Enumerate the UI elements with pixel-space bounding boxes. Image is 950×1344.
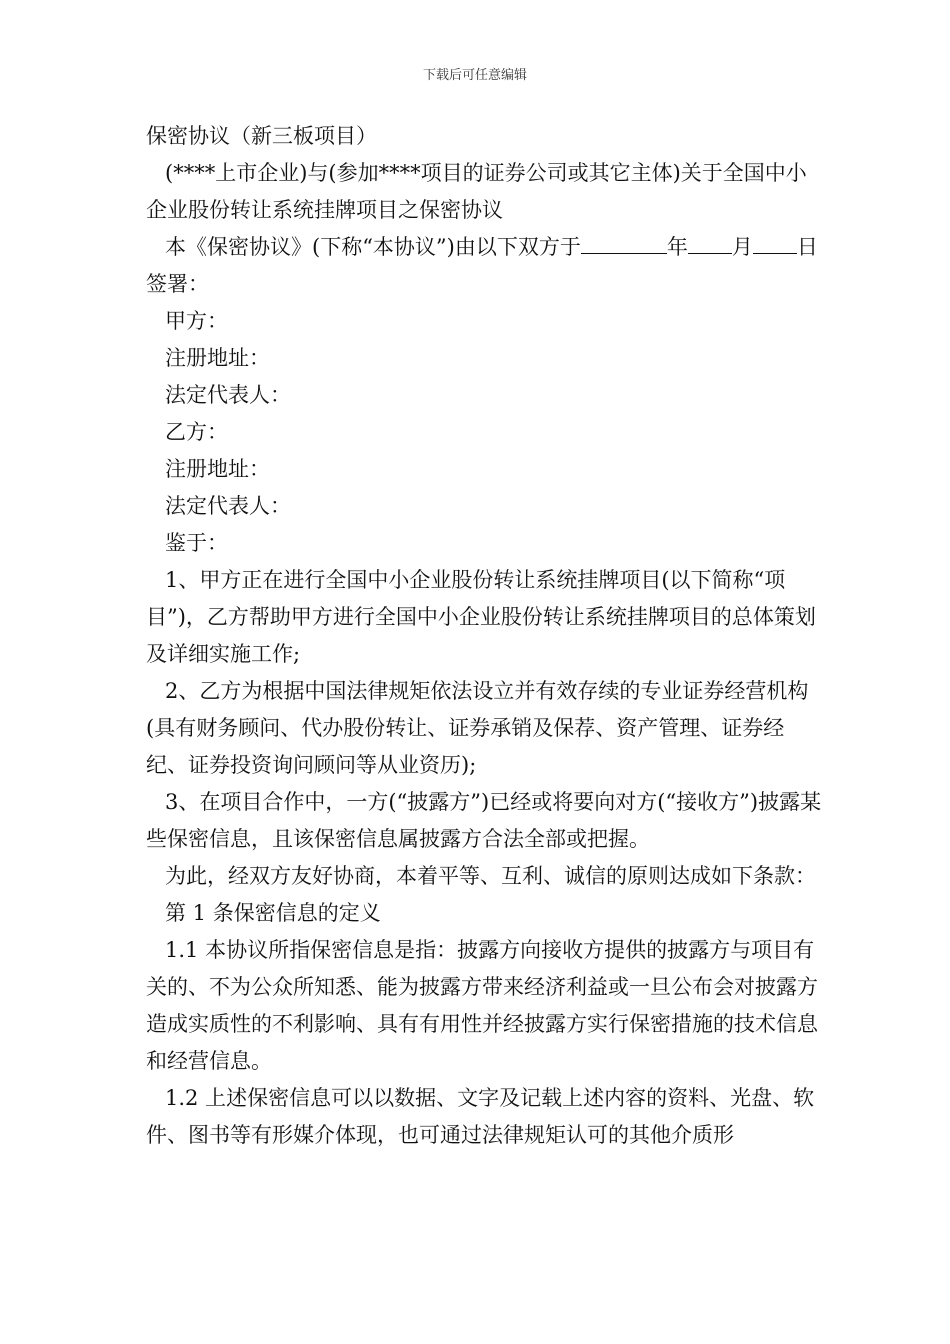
document-body	[146, 118, 826, 1154]
whereas-label: 鉴于：	[165, 531, 228, 555]
party-a-label: 甲方：	[165, 309, 228, 333]
clause-1-2: 1.2 上述保密信息可以以数据、文字及记载上述内容的资料、光盘、软件、图书等有形媒介体现，也可通过法律规矩认可的其他介质形	[146, 1086, 815, 1147]
party-b-address: 注册地址：	[165, 457, 270, 481]
month-blank	[688, 231, 732, 254]
whereas-item-2: 2、乙方为根据中国法律规矩依法设立并有效存续的专业证券经营机构(具有财务顾问、代办股份转让、证券承销及保荐、资产管理、证券经纪、证券投资询问顾问等从业资历);	[146, 679, 809, 777]
party-a-address: 注册地址：	[165, 346, 270, 370]
whereas-item-3: 3、在项目合作中，一方(“披露方”)已经或将要向对方(“接收方”)披露某些保密信息，且该保密信息属披露方合法全部或把握。	[146, 790, 822, 851]
clause-1-1: 1.1 本协议所指保密信息是指：披露方向接收方提供的披露方与项目有关的、不为公众所知悉、能为披露方带来经济利益或一旦公布会对披露方造成实质性的不利影响、具有有用性并经披露方实行保密措施的技术信息和经营信息。	[146, 938, 818, 1073]
article-1-title: 第 1 条保密信息的定义	[165, 901, 381, 925]
party-b-label: 乙方：	[165, 420, 228, 444]
party-a-representative: 法定代表人：	[165, 383, 291, 407]
signing-line	[146, 229, 826, 303]
agreement-intro: 为此，经双方友好协商，本着平等、互利、诚信的原则达成如下条款：	[165, 864, 816, 888]
whereas-item-1: 1、甲方正在进行全国中小企业股份转让系统挂牌项目(以下简称“项目”)，乙方帮助甲方进行全国中小企业股份转让系统挂牌项目的总体策划及详细实施工作;	[146, 568, 816, 666]
page-header-note: 下载后可任意编辑	[422, 68, 527, 83]
year-label: 年	[666, 235, 688, 259]
party-b-representative: 法定代表人：	[165, 494, 291, 518]
year-blank	[581, 231, 667, 254]
signing-prefix: 本《保密协议》(下称“本协议”)由以下双方于	[165, 235, 581, 259]
parties-line: (****上市企业)与(参加****项目的证券公司或其它主体)关于全国中小企业股份转让系统挂牌项目之保密协议	[146, 161, 807, 222]
day-blank	[753, 231, 797, 254]
day-suffix: 日签署：	[146, 235, 818, 296]
document-title: 保密协议（新三板项目）	[146, 124, 377, 148]
month-label: 月	[731, 235, 753, 259]
